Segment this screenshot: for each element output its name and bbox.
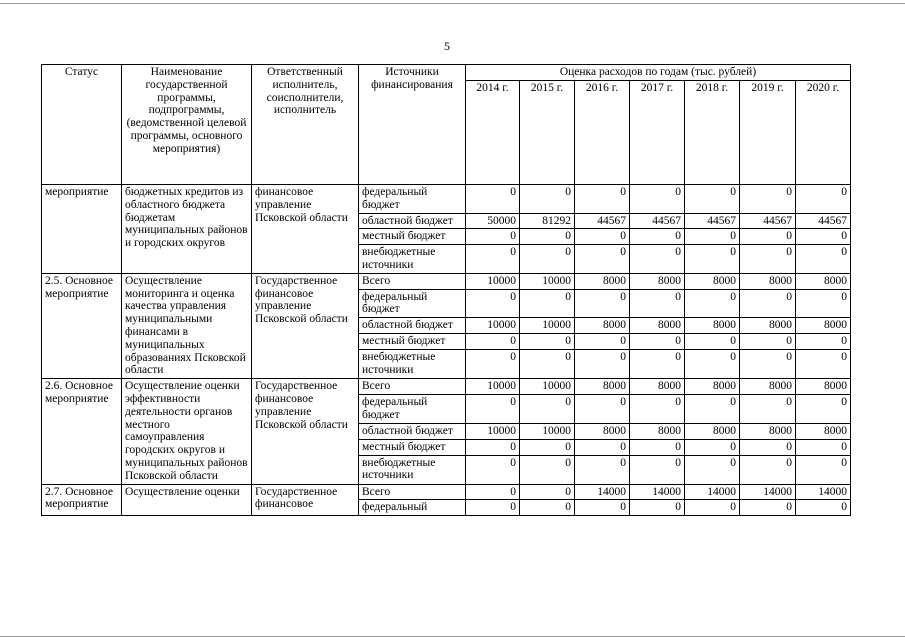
row-year-value: 0 [575,455,630,484]
row-year-value: 8000 [575,423,630,439]
row-status: мероприятие [42,185,122,274]
row-year-value: 10000 [466,273,520,289]
row-funding-source: Всего [359,379,466,395]
table-row [42,484,851,500]
header-year: 2014 г. [466,81,520,185]
table-body [42,65,851,516]
row-year-value: 0 [520,229,575,245]
row-year-value: 10000 [520,273,575,289]
row-funding-source: местный бюджет [359,334,466,350]
row-year-value: 0 [520,334,575,350]
row-funding-source: Всего [359,484,466,500]
row-year-value: 8000 [740,423,796,439]
row-year-value: 0 [740,229,796,245]
row-year-value: 44567 [740,213,796,229]
row-year-value: 0 [685,185,740,214]
row-year-value: 0 [796,500,851,516]
row-year-value: 0 [796,334,851,350]
header-year: 2018 г. [685,81,740,185]
row-year-value: 0 [520,185,575,214]
row-year-value: 0 [630,185,685,214]
row-year-value: 0 [796,229,851,245]
row-funding-source: внебюджетные источники [359,245,466,274]
row-year-value: 8000 [575,273,630,289]
row-year-value: 0 [466,185,520,214]
row-year-value: 0 [630,334,685,350]
row-year-value: 0 [796,395,851,424]
row-status: 2.5. Основное мероприятие [42,273,122,378]
row-executor: Государственное финансовое управление Псковской области [252,273,359,378]
row-year-value: 0 [575,500,630,516]
row-year-value: 0 [796,439,851,455]
row-year-value: 0 [796,289,851,318]
row-year-value: 10000 [466,318,520,334]
header-name: Наименование государственной программы, подпрограммы, (ведомственной целевой программы, основного мероприятия) [122,65,252,185]
row-year-value: 0 [520,455,575,484]
row-status: 2.7. Основное мероприятие [42,484,122,516]
row-funding-source: областной бюджет [359,213,466,229]
row-year-value: 0 [575,229,630,245]
row-year-value: 8000 [685,423,740,439]
row-year-value: 0 [685,334,740,350]
row-year-value: 0 [685,395,740,424]
row-year-value: 0 [740,185,796,214]
row-year-value: 0 [466,455,520,484]
row-year-value: 0 [685,289,740,318]
row-funding-source: областной бюджет [359,318,466,334]
row-year-value: 10000 [520,379,575,395]
row-year-value: 0 [520,350,575,379]
row-year-value: 0 [630,229,685,245]
row-year-value: 0 [466,289,520,318]
row-year-value: 0 [630,289,685,318]
row-year-value: 0 [466,245,520,274]
row-year-value: 0 [796,185,851,214]
row-funding-source: областной бюджет [359,423,466,439]
header-year: 2016 г. [575,81,630,185]
row-executor: Государственное финансовое управление Псковской области [252,379,359,484]
row-year-value: 0 [685,245,740,274]
table-row [42,185,851,214]
row-year-value: 0 [575,350,630,379]
row-year-value: 0 [520,500,575,516]
row-year-value: 14000 [740,484,796,500]
header-sources: Источники финансирования [359,65,466,185]
row-year-value: 0 [740,500,796,516]
row-year-value: 14000 [575,484,630,500]
row-year-value: 50000 [466,213,520,229]
row-program-name: Осуществление мониторинга и оценка качества управления муниципальными финансами в муниципальных образованиях Псковской области [122,273,252,378]
scan-edge-top [0,3,905,4]
header-costs: Оценка расходов по годам (тыс. рублей) [466,65,851,81]
row-funding-source: федеральный [359,500,466,516]
row-year-value: 0 [740,395,796,424]
row-program-name: Осуществление оценки эффективности деятельности органов местного самоуправления городских округов и муниципальных районов Псковской области [122,379,252,484]
row-year-value: 44567 [575,213,630,229]
row-year-value: 0 [630,439,685,455]
row-year-value: 8000 [685,273,740,289]
row-year-value: 14000 [685,484,740,500]
row-year-value: 0 [685,229,740,245]
row-year-value: 0 [466,350,520,379]
row-year-value: 0 [685,500,740,516]
row-year-value: 0 [520,289,575,318]
row-year-value: 0 [466,334,520,350]
row-year-value: 8000 [740,273,796,289]
row-year-value: 10000 [520,318,575,334]
row-year-value: 8000 [630,318,685,334]
row-year-value: 14000 [796,484,851,500]
row-program-name: бюджетных кредитов из областного бюджета бюджетам муниципальных районов и городских округов [122,185,252,274]
header-year: 2017 г. [630,81,685,185]
row-year-value: 0 [740,350,796,379]
row-year-value: 0 [630,500,685,516]
row-year-value: 0 [520,439,575,455]
row-year-value: 8000 [630,423,685,439]
row-year-value: 0 [685,350,740,379]
row-year-value: 0 [520,484,575,500]
row-year-value: 0 [575,185,630,214]
row-funding-source: местный бюджет [359,229,466,245]
row-year-value: 8000 [740,318,796,334]
header-year: 2015 г. [520,81,575,185]
header-year: 2020 г. [796,81,851,185]
row-year-value: 0 [466,439,520,455]
row-year-value: 10000 [466,379,520,395]
row-year-value: 44567 [685,213,740,229]
row-year-value: 0 [575,439,630,455]
row-year-value: 8000 [796,379,851,395]
row-funding-source: местный бюджет [359,439,466,455]
row-year-value: 0 [630,455,685,484]
row-year-value: 44567 [796,213,851,229]
row-year-value: 8000 [796,318,851,334]
row-year-value: 0 [685,439,740,455]
row-year-value: 8000 [575,318,630,334]
row-year-value: 10000 [466,423,520,439]
row-year-value: 0 [520,245,575,274]
row-year-value: 0 [466,484,520,500]
row-year-value: 44567 [630,213,685,229]
row-year-value: 0 [740,334,796,350]
scan-edge-bottom [0,636,905,637]
row-year-value: 0 [575,334,630,350]
header-status: Статус [42,65,122,185]
header-row-1 [42,65,851,81]
row-year-value: 81292 [520,213,575,229]
row-year-value: 0 [575,289,630,318]
row-year-value: 0 [466,395,520,424]
row-year-value: 0 [796,245,851,274]
row-year-value: 8000 [630,273,685,289]
row-year-value: 0 [520,395,575,424]
row-year-value: 8000 [796,423,851,439]
row-year-value: 8000 [685,318,740,334]
page-number: 5 [444,39,450,53]
row-funding-source: внебюджетные источники [359,455,466,484]
row-funding-source: федеральный бюджет [359,185,466,214]
row-year-value: 0 [796,350,851,379]
row-year-value: 10000 [520,423,575,439]
row-year-value: 8000 [740,379,796,395]
row-year-value: 0 [740,439,796,455]
row-funding-source: Всего [359,273,466,289]
row-funding-source: внебюджетные источники [359,350,466,379]
row-year-value: 0 [630,245,685,274]
row-year-value: 0 [685,455,740,484]
row-year-value: 0 [466,500,520,516]
header-year: 2019 г. [740,81,796,185]
row-year-value: 0 [630,350,685,379]
budget-table [41,64,851,516]
row-year-value: 8000 [796,273,851,289]
row-year-value: 14000 [630,484,685,500]
row-status: 2.6. Основное мероприятие [42,379,122,484]
row-year-value: 8000 [575,379,630,395]
header-executor: Ответственный исполнитель, соисполнители, исполнитель [252,65,359,185]
row-year-value: 8000 [630,379,685,395]
row-year-value: 0 [740,455,796,484]
table-row [42,273,851,289]
row-year-value: 0 [630,395,685,424]
row-executor: финансовое управление Псковской области [252,185,359,274]
row-year-value: 0 [796,455,851,484]
row-funding-source: федеральный бюджет [359,289,466,318]
row-year-value: 0 [740,245,796,274]
row-year-value: 0 [575,245,630,274]
row-program-name: Осуществление оценки [122,484,252,516]
row-executor: Государственное финансовое [252,484,359,516]
row-year-value: 8000 [685,379,740,395]
row-year-value: 0 [740,289,796,318]
row-year-value: 0 [575,395,630,424]
row-year-value: 0 [466,229,520,245]
table-row [42,379,851,395]
row-funding-source: федеральный бюджет [359,395,466,424]
